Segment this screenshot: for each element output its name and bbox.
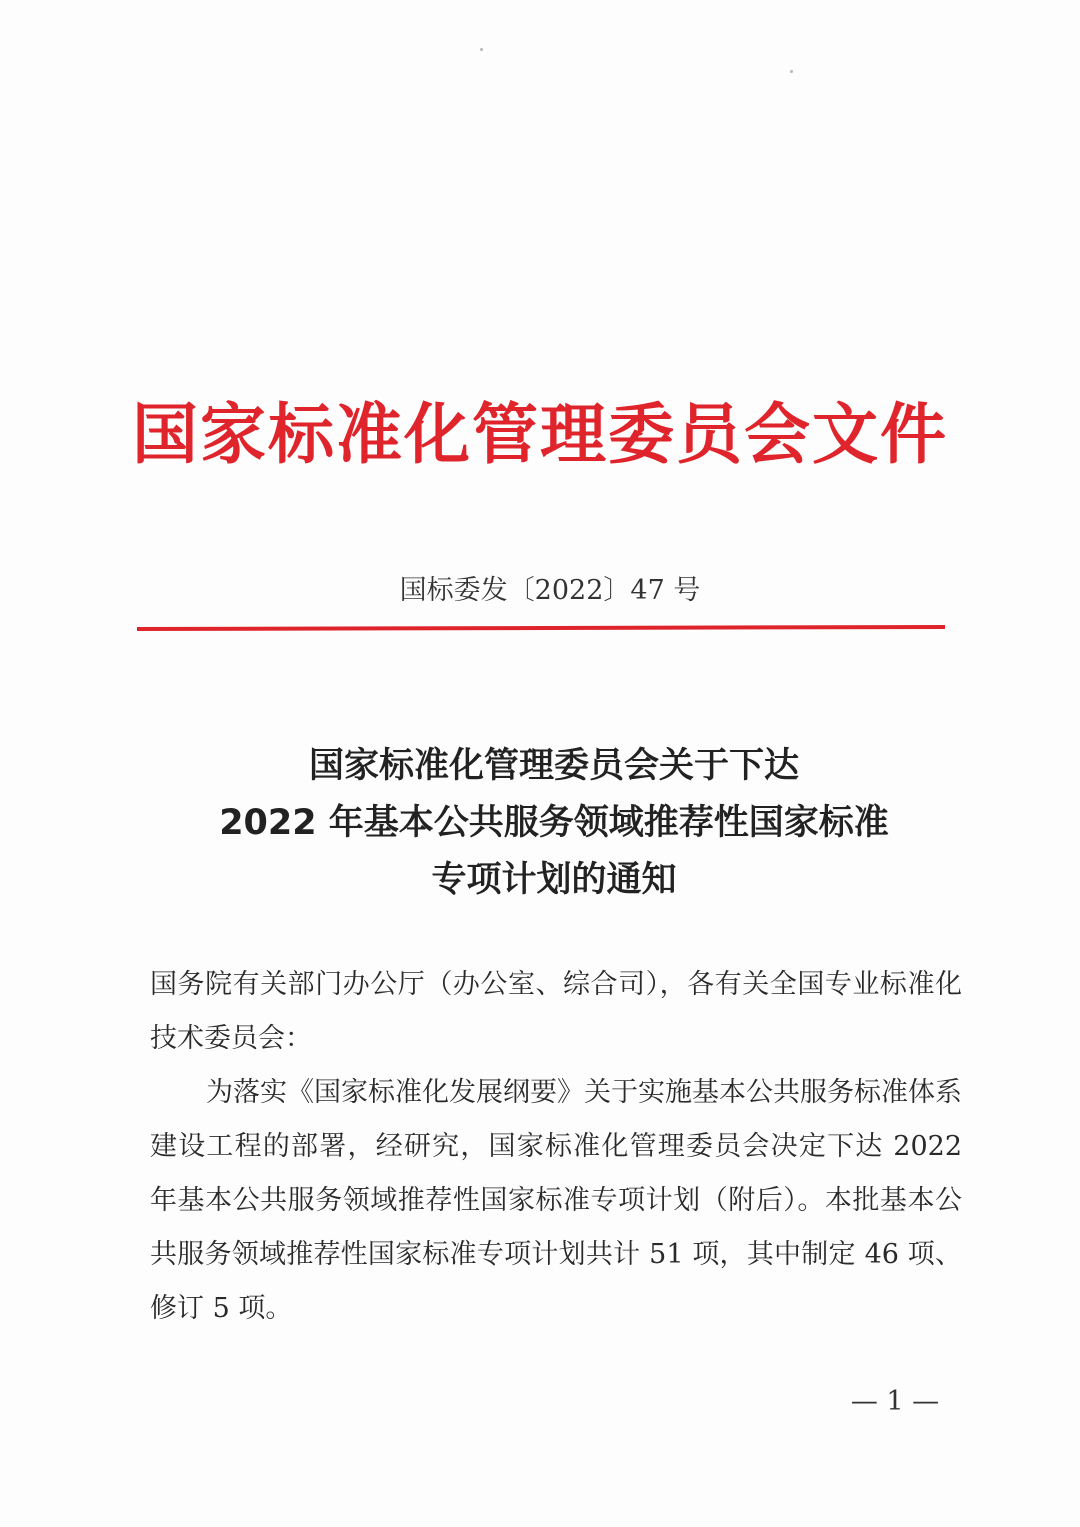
body-paragraph: 为落实《国家标准化发展纲要》关于实施基本公共服务标准体系建设工程的部署，经研究，国家标准化管理委员会决定下达 2022 年基本公共服务领域推荐性国家标准专项计划（附后）。本批基本公共服务领域推荐性国家标准专项计划共计 51 项，其中制定 46 项、修订 5 项。 <box>150 1077 962 1324</box>
document-number: 国标委发〔2022〕47 号 <box>399 575 701 606</box>
notice-title-line-3: 专项计划的通知 <box>431 860 677 900</box>
document-masthead: 国家标准化管理委员会文件 <box>132 396 948 473</box>
scan-speck <box>480 48 483 51</box>
red-divider-line <box>137 625 945 631</box>
notice-title-line-1: 国家标准化管理委员会关于下达 <box>308 746 799 786</box>
page-number: — 1 — <box>850 1386 940 1417</box>
scan-speck <box>790 70 793 73</box>
addressee-paragraph: 国务院有关部门办公厅（办公室、综合司），各有关全国专业标准化技术委员会： <box>150 969 962 1054</box>
notice-body <box>150 958 962 1336</box>
notice-title-line-2: 2022 年基本公共服务领域推荐性国家标准 <box>219 803 889 843</box>
notice-title <box>0 738 1080 909</box>
